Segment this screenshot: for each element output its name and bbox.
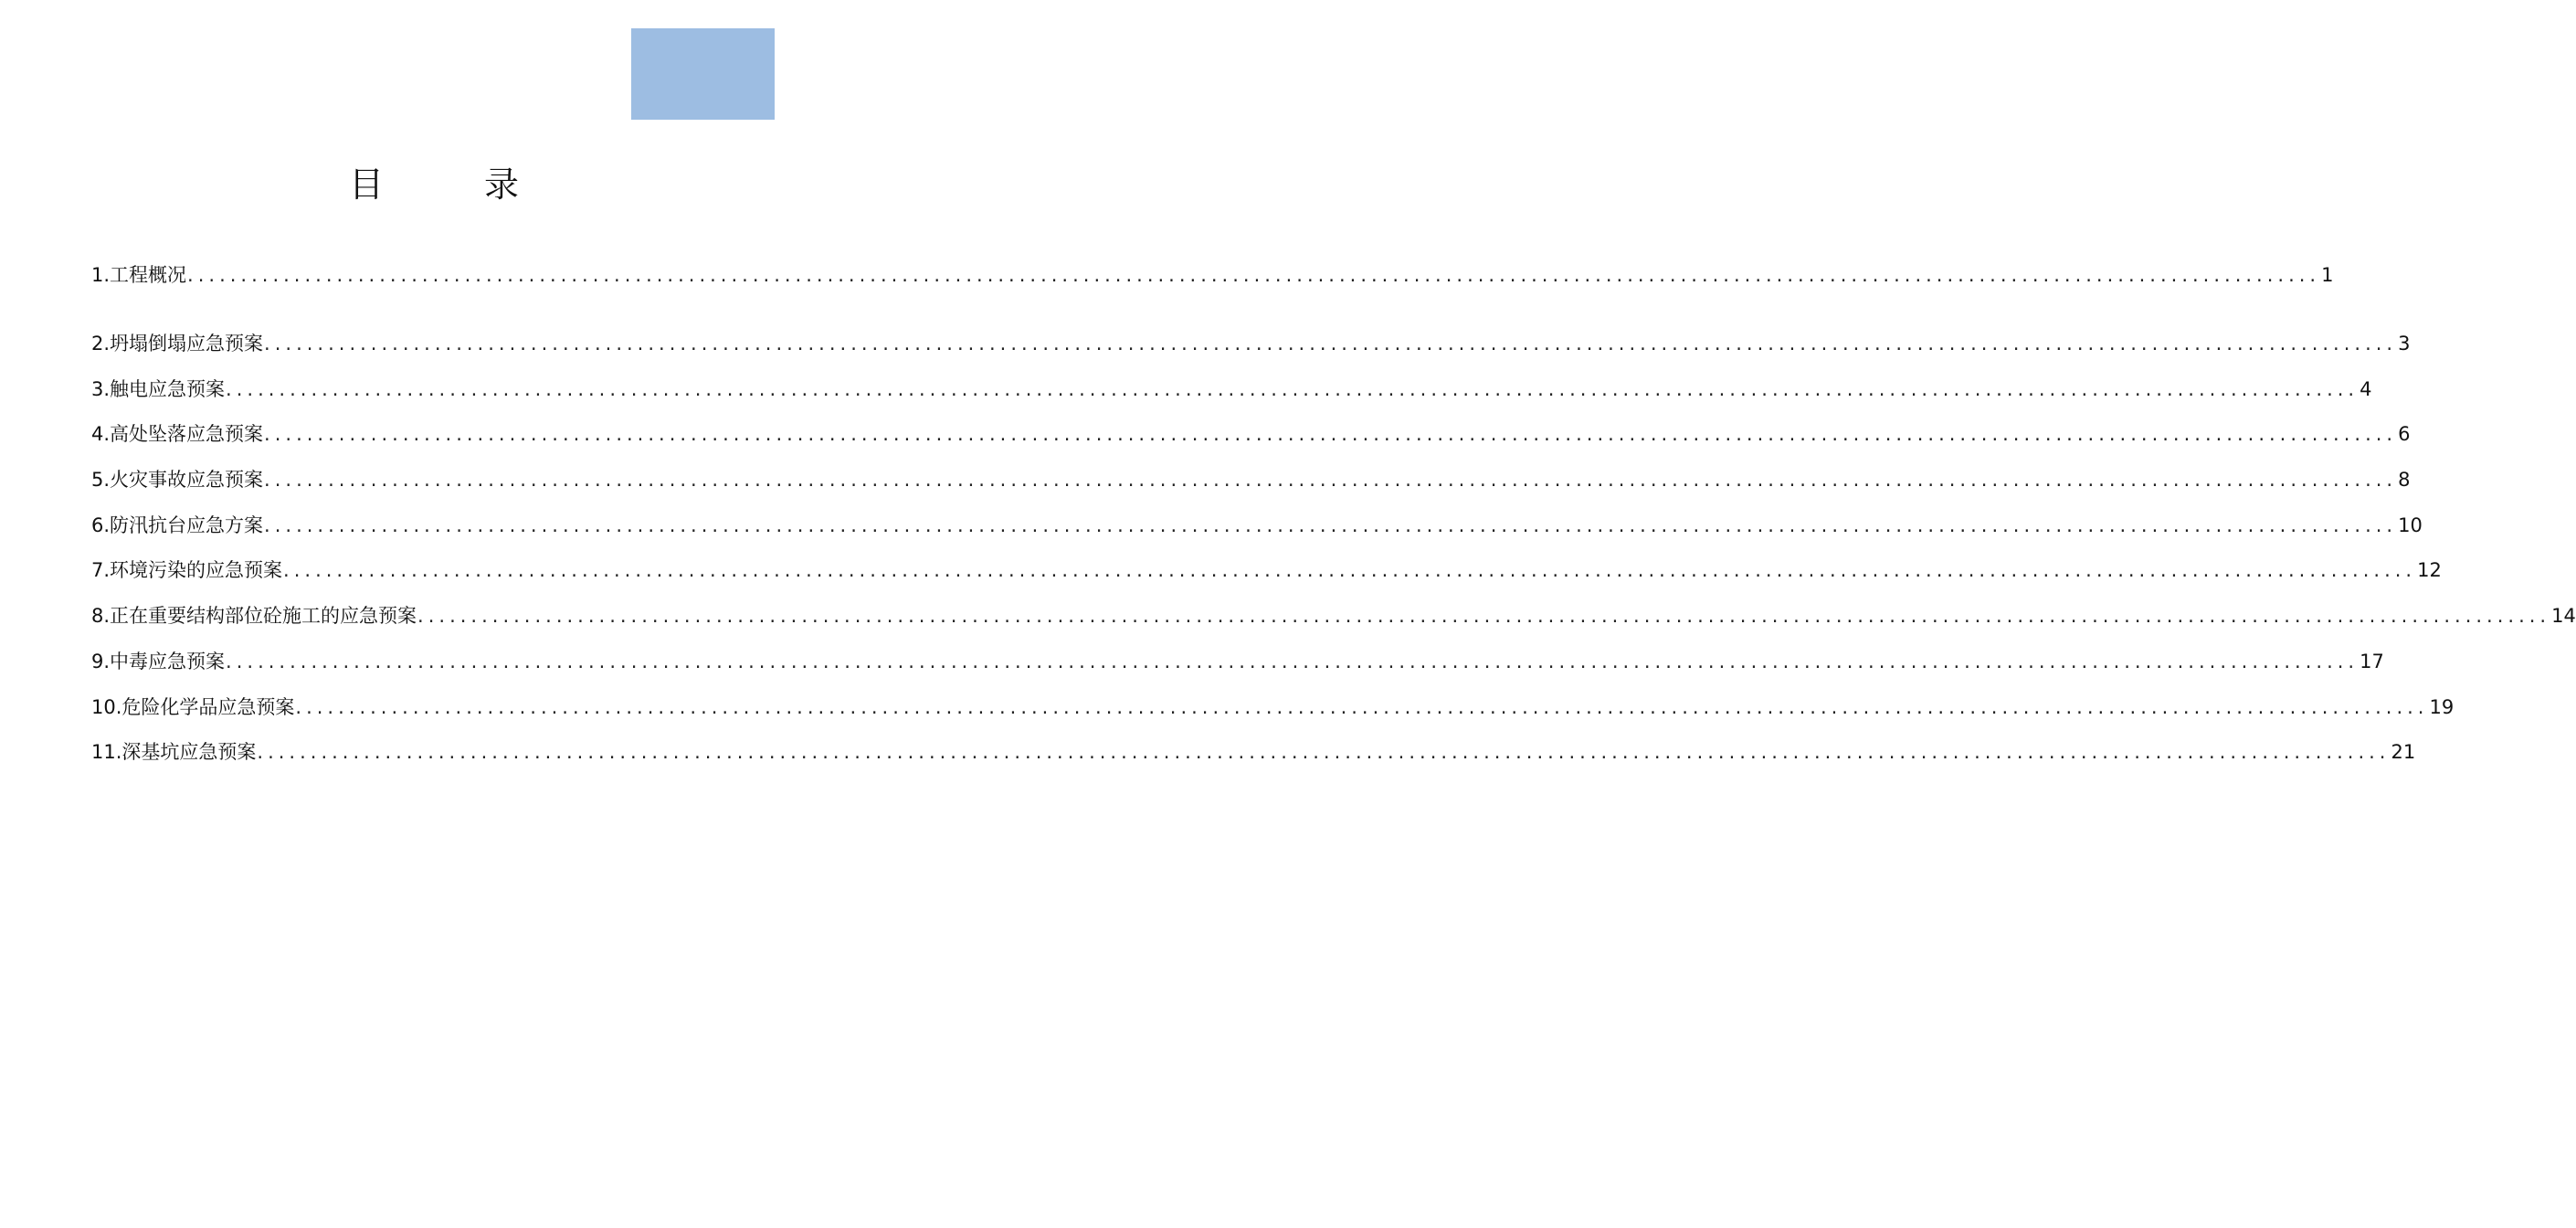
toc-entry[interactable] [91,554,2442,587]
toc-entry-page: 8 [2398,469,2411,492]
toc-entry-label: 7.环境污染的应急预案 [91,559,283,582]
toc-leader-dots: ........................................................................................................................................................................................................ [226,377,2360,400]
toc-entry-label: 4.高处坠落应急预案 [91,423,264,446]
toc-entry[interactable] [91,418,2411,450]
toc-leader-dots: ........................................................................................................................................................................................................ [226,650,2360,672]
toc-entry-page: 4 [2360,377,2372,400]
table-of-contents [91,259,2576,781]
toc-entry[interactable] [91,645,2384,678]
toc-leader-dots: ........................................................................................................................................................................................................ [264,469,2398,492]
toc-entry-page: 12 [2417,559,2442,582]
corner-color-block [631,28,775,120]
toc-entry[interactable] [91,736,2416,768]
toc-entry-page: 3 [2398,333,2411,355]
toc-entry[interactable] [91,599,2576,632]
toc-entry[interactable] [91,691,2455,724]
toc-leader-dots: ........................................................................................................................................................................................................ [264,513,2398,536]
page-title: 目 录 [348,164,552,205]
toc-leader-dots: ........................................................................................................................................................................................................ [257,741,2391,764]
toc-entry-label: 10.危险化学品应急预案 [91,695,295,718]
toc-entry-page: 21 [2391,741,2416,764]
toc-entry-page: 14 [2551,605,2576,628]
toc-leader-dots: ........................................................................................................................................................................................................ [264,423,2398,446]
toc-entry-page: 19 [2429,695,2455,718]
toc-leader-dots: ........................................................................................................................................................................................................ [187,264,2321,286]
toc-entry-page: 17 [2360,650,2384,672]
toc-entry-label: 2.坍塌倒塌应急预案 [91,333,264,355]
toc-entry-page: 1 [2321,264,2334,286]
toc-entry-label: 1.工程概况 [91,264,187,286]
toc-leader-dots: ........................................................................................................................................................................................................ [295,695,2429,718]
toc-entry-label: 11.深基坑应急预案 [91,741,257,764]
toc-entry-label: 9.中毒应急预案 [91,650,226,672]
toc-entry[interactable] [91,259,2334,291]
toc-entry[interactable] [91,509,2423,542]
toc-entry-page: 6 [2398,423,2411,446]
toc-entry-label: 6.防汛抗台应急方案 [91,513,264,536]
toc-entry-label: 8.正在重要结构部位砼施工的应急预案 [91,605,417,628]
toc-entry[interactable] [91,373,2372,406]
toc-leader-dots: ........................................................................................................................................................................................................ [264,333,2398,355]
toc-entry-page: 10 [2398,513,2423,536]
toc-entry[interactable] [91,463,2411,496]
toc-leader-dots: ........................................................................................................................................................................................................ [283,559,2417,582]
toc-leader-dots: ........................................................................................................................................................................................................ [417,605,2551,628]
toc-entry-label: 3.触电应急预案 [91,377,226,400]
toc-entry-label: 5.火灾事故应急预案 [91,469,264,492]
toc-entry[interactable] [91,327,2411,360]
